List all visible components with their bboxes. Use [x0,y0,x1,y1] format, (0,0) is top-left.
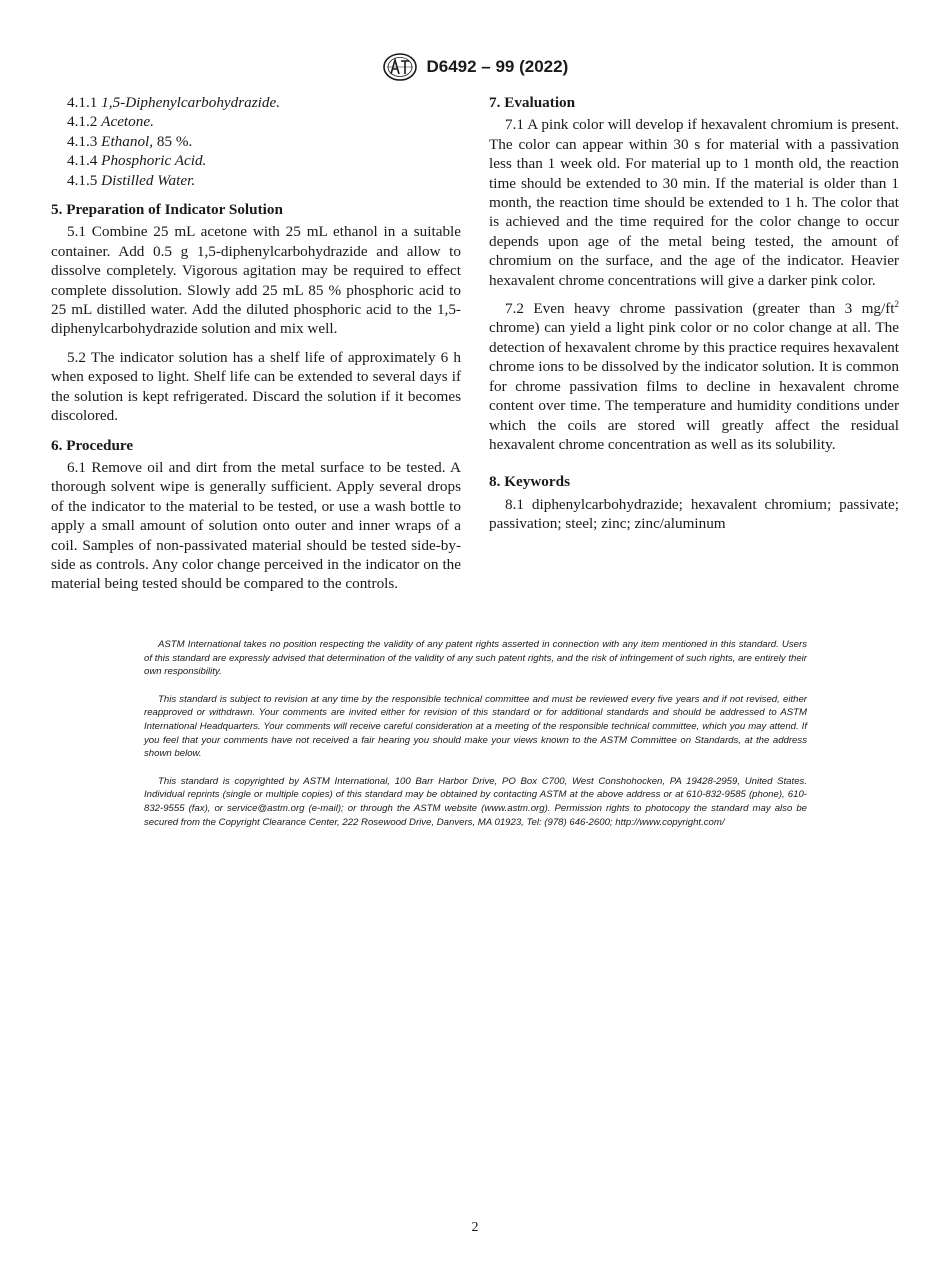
copyright-notice [144,638,807,843]
section-heading: 6. Procedure [51,436,134,454]
paragraph: 5.2 The indicator solution has a shelf life of approximately 6 h when exposed to light. Shelf life can be extended to several days if the solution is kept refrigerated. Discard the solution if it becomes discolored. [51,348,461,425]
list-item: 4.1.5 Distilled Water. [67,171,196,189]
astm-logo-icon [382,52,418,82]
paragraph: 6.1 Remove oil and dirt from the metal surface to be tested. A thorough solvent wipe is generally sufficient. Apply several drops of the indicator to the material to be tested, or use a wash bottle to apply a small amount of solution onto outer and inner wraps of a coil. Samples of non-passivated material should be tested side-by-side as controls. Any color change perceived in the indicator on the material being tested should be compared to the controls. [51,458,461,593]
standard-designation: D6492 – 99 (2022) [426,57,569,76]
section-heading: 7. Evaluation [489,94,576,111]
left-column [51,93,461,603]
paragraph: 7.1 A pink color will develop if hexavalent chromium is present. The color can appear within 30 s for material with a passivation less than 1 week old. For material up to 1 month old, the reaction time should be extended to 30 min. If the material is older than 1 month, the reaction time should be extended to 1 h. The color that is achieved and the time required for the color change to occur depends upon age of the metal being tested, the amount of chromium on the surface, and the age of the indicator. Heavier hexavalent chrome concentrations will give a darker pink color. [489,116,899,289]
footer-paragraph: This standard is copyrighted by ASTM International, 100 Barr Harbor Drive, PO Box C700, West Conshohocken, PA 19428-2959, United States. Individual reprints (single or multiple copies) of this standard may be obtained by contacting ASTM at the above address or at 610-832-9585 (phone), 610-832-9555 (fax), or service@astm.org (e-mail); or through the ASTM website (www.astm.org). Permission rights to photocopy the standard may also be secured from the Copyright Clearance Center, 222 Rosewood Drive, Danvers, MA 01923, Tel: (978) 646-2600; http://www.copyright.com/ [144,775,807,828]
section-heading: 8. Keywords [489,473,570,491]
page-header [0,52,950,82]
footer-paragraph: ASTM International takes no position respecting the validity of any patent rights asserted in connection with any item mentioned in this standard. Users of this standard are expressly advised that determination of the validity of any such patent rights, and the risk of infringement of such rights, are entirely their own responsibility. [144,639,807,678]
paragraph: 5.1 Combine 25 mL acetone with 25 mL ethanol in a suitable container. Add 0.5 g 1,5-diphenylcarbohydrazide and allow to dissolve completely. Vigorous agitation may be required to effect complete dissolution. Slowly add 25 mL 85 % phosphoric acid to 25 mL distilled water. Add the diluted phosphoric acid to the 1,5-diphenylcarbohydrazide solution and mix well. [51,223,461,338]
list-item: 4.1.3 Ethanol, 85 %. [67,132,193,150]
paragraph: 8.1 diphenylcarbohydrazide; hexavalent chromium; passivate; passivation; steel; zinc; zinc/aluminum [489,495,899,533]
footer-paragraph: This standard is subject to revision at any time by the responsible technical committee and must be reviewed every five years and if not revised, either reapproved or withdrawn. Your comments are invited either for revision of this standard or for additional standards and should be addressed to ASTM International Headquarters. Your comments will receive careful consideration at a meeting of the responsible technical committee, which you may attend. If you feel that your comments have not received a fair hearing you should make your views known to the ASTM Committee on Standards, at the address shown below. [144,693,807,760]
page-number: 2 [471,1220,479,1235]
paragraph: 7.2 Even heavy chrome passivation (greater than 3 $mg/ft^2$ chrome) can yield a light pink color or no color change at all. The detection of hexavalent chrome by this practice requires hexavalent chrome ions to be dissolved by the indicator solution. It is common for chrome passivation films to decline in hexavalent chrome content over time. The temperature and humidity conditions under which the coils are stored will greatly affect the residual hexavalent chrome concentration as well as its solubility. [489,299,899,453]
list-item: 4.1.1 1,5-Diphenylcarbohydrazide. [67,94,281,111]
list-item: 4.1.2 Acetone. [67,113,154,131]
list-item: 4.1.4 Phosphoric Acid. [67,152,207,170]
section-heading: 5. Preparation of Indicator Solution [51,201,283,219]
right-column [489,93,899,543]
